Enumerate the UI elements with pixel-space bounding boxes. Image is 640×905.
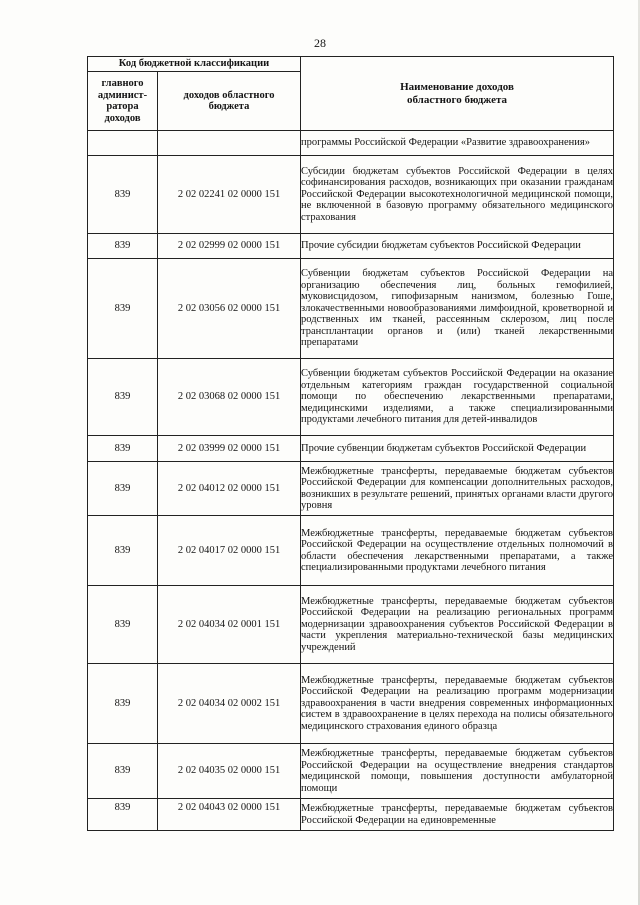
admin-code-cell: 839 xyxy=(88,664,158,744)
revenue-name-cell xyxy=(301,799,614,831)
table-row xyxy=(88,359,614,436)
revenue-name-cell xyxy=(301,359,614,436)
revenue-code-cell: 2 02 02241 02 0000 151 xyxy=(158,156,301,234)
revenue-name-cell xyxy=(301,156,614,234)
table-row xyxy=(88,259,614,359)
revenue-name-text: программы Российской Федерации «Развитие здравоохранения» xyxy=(301,137,590,149)
table-row xyxy=(88,799,614,831)
revenue-code-cell: 2 02 04012 02 0000 151 xyxy=(158,462,301,516)
admin-code-cell: 839 xyxy=(88,156,158,234)
revenue-name-cell xyxy=(301,586,614,664)
revenue-name-text: Межбюджетные трансферты, передаваемые бюджетам субъектов Российской Федерации на осуществление внедрения стандартов медицинской помощи, повышения доступности амбулаторной помощи xyxy=(301,748,613,794)
admin-code-cell: 839 xyxy=(88,799,158,831)
admin-code-cell: 839 xyxy=(88,462,158,516)
table-row xyxy=(88,156,614,234)
revenue-code-cell: 2 02 04043 02 0000 151 xyxy=(158,799,301,831)
revenue-name-cell xyxy=(301,436,614,462)
revenue-code-column-header xyxy=(158,72,301,131)
revenue-name-text: Межбюджетные трансферты, передаваемые бюджетам субъектов Российской Федерации для компенсации дополнительных расходов, возникших в результате решений, принятых органами власти другого уровня xyxy=(301,465,613,511)
revenue-name-cell xyxy=(301,234,614,259)
budget-code-group-header: Код бюджетной классификации xyxy=(88,57,301,72)
admin-column-header: главного админист-ратора доходов xyxy=(88,72,158,131)
revenue-code-column-header-text: доходов областного бюджета xyxy=(183,89,275,112)
name-column-header xyxy=(301,57,614,131)
admin-code-cell: 839 xyxy=(88,436,158,462)
revenue-code-cell: 2 02 04017 02 0000 151 xyxy=(158,516,301,586)
revenue-name-text: Прочие субсидии бюджетам субъектов Российской Федерации xyxy=(301,240,581,252)
revenue-code-cell xyxy=(158,131,301,156)
revenue-name-cell xyxy=(301,664,614,744)
revenue-code-cell: 2 02 03056 02 0000 151 xyxy=(158,259,301,359)
admin-code-cell xyxy=(88,131,158,156)
revenue-name-text: Межбюджетные трансферты, передаваемые бюджетам субъектов Российской Федерации на реализацию программ модернизации здравоохранения в части внедрения современных информационных систем в здравоохранение в целях перехода на полисы обязательного медицинского страхования единого образца xyxy=(301,674,613,732)
table-row xyxy=(88,462,614,516)
revenue-name-text: Прочие субвенции бюджетам субъектов Российской Федерации xyxy=(301,442,587,454)
page-number: 28 xyxy=(314,36,326,50)
revenue-code-cell: 2 02 03999 02 0000 151 xyxy=(158,436,301,462)
revenue-code-cell: 2 02 02999 02 0000 151 xyxy=(158,234,301,259)
revenue-name-text: Субсидии бюджетам субъектов Российской Федерации в целях софинансирования расходов, возникающих при оказании гражданам Российской Федерации высокотехнологичной медицинской помощи, не включенной в базовую программу обязательного медицинского страхования xyxy=(301,165,613,223)
admin-code-cell: 839 xyxy=(88,744,158,799)
table-row xyxy=(88,744,614,799)
admin-code-cell: 839 xyxy=(88,359,158,436)
admin-code-cell: 839 xyxy=(88,259,158,359)
revenue-name-text: Межбюджетные трансферты, передаваемые бюджетам субъектов Российской Федерации на единовременные xyxy=(301,803,613,826)
table-row xyxy=(88,516,614,586)
name-column-header-text: Наименование доходов областного бюджета xyxy=(400,80,514,106)
table-row xyxy=(88,664,614,744)
admin-code-cell: 839 xyxy=(88,516,158,586)
revenue-name-text: Субвенции бюджетам субъектов Российской Федерации на организацию обеспечения лиц, больных гемофилией, муковисцидозом, гипофизарным нанизмом, болезнью Гоше, злокачественными новообразованиями лимфоидной, кроветворной и родственных им тканей, рассеянным склерозом, лиц после трансплантации органов и (или) тканей лекарственными препаратами xyxy=(301,268,613,349)
table-row xyxy=(88,586,614,664)
revenue-code-cell: 2 02 03068 02 0000 151 xyxy=(158,359,301,436)
admin-code-cell: 839 xyxy=(88,586,158,664)
revenue-name-text: Межбюджетные трансферты, передаваемые бюджетам субъектов Российской Федерации на реализацию региональных программ модернизации здравоохранения субъектов Российской Федерации в части укрепления материально-технической базы медицинских учреждений xyxy=(301,595,613,653)
table-row xyxy=(88,234,614,259)
table-row xyxy=(88,436,614,462)
revenue-name-text: Субвенции бюджетам субъектов Российской Федерации на оказание отдельным категориям граждан государственной социальной помощи по обеспечению лекарственными препаратами, медицинскими изделиями, а также специализированными продуктами лечебного питания для детей-инвалидов xyxy=(301,368,613,426)
revenue-code-cell: 2 02 04035 02 0000 151 xyxy=(158,744,301,799)
revenue-code-cell: 2 02 04034 02 0002 151 xyxy=(158,664,301,744)
revenue-name-cell xyxy=(301,516,614,586)
revenue-name-cell xyxy=(301,131,614,156)
revenue-name-cell xyxy=(301,744,614,799)
revenue-code-cell: 2 02 04034 02 0001 151 xyxy=(158,586,301,664)
revenue-name-cell xyxy=(301,259,614,359)
admin-code-cell: 839 xyxy=(88,234,158,259)
table-row xyxy=(88,131,614,156)
revenue-name-cell xyxy=(301,462,614,516)
budget-classification-table xyxy=(87,56,614,831)
revenue-name-text: Межбюджетные трансферты, передаваемые бюджетам субъектов Российской Федерации на осуществление отдельных полномочий в области обеспечения лекарственными препаратами, а также специализированными продуктами лечебного питания xyxy=(301,527,613,573)
